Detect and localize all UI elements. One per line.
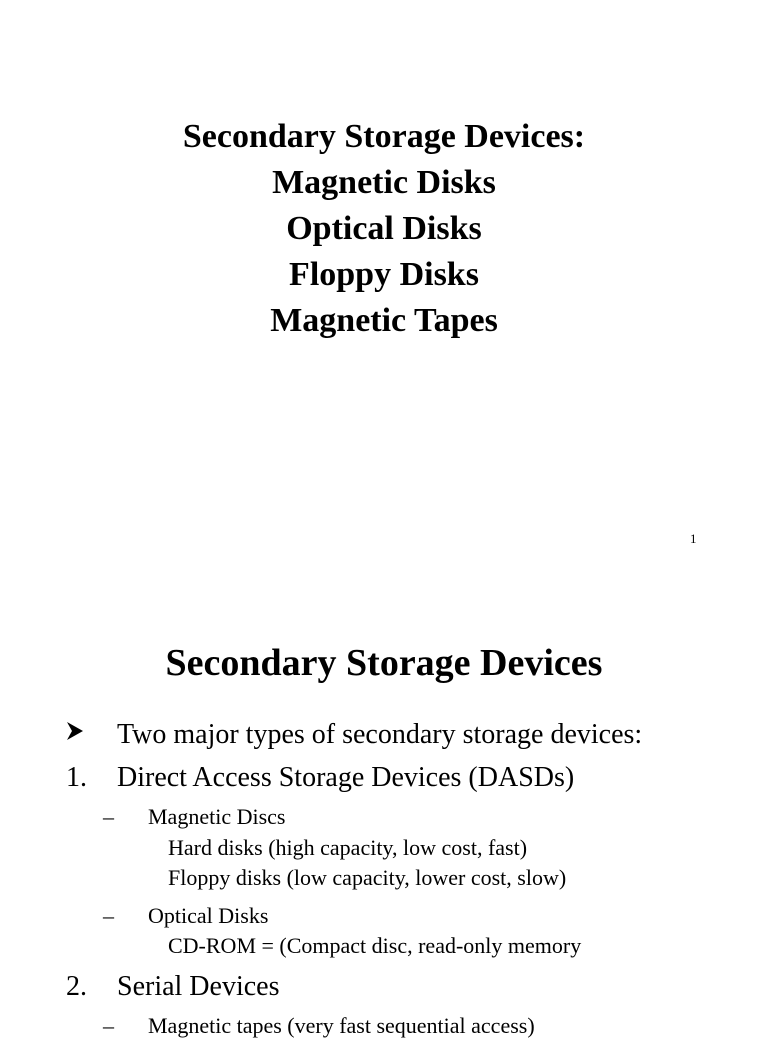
sub-list-item-text: Magnetic Discs: [148, 804, 286, 829]
sub-list-item-text: Magnetic tapes (very fast sequential access): [148, 1013, 535, 1038]
list-number: 1.: [66, 762, 87, 793]
slide-2: [0, 576, 768, 1038]
page-number: 1: [690, 531, 697, 546]
dash-marker: –: [103, 804, 114, 829]
detail-line: Hard disks (high capacity, low cost, fast): [168, 835, 528, 860]
list-number: 2.: [66, 971, 87, 1002]
arrow-bullet-icon: [66, 721, 84, 741]
slide-1-title-line: Secondary Storage Devices:: [182, 118, 586, 155]
dash-marker: –: [103, 903, 114, 928]
slide-1-title-line: Optical Disks: [286, 210, 482, 247]
intro-text: Two major types of secondary storage devices:: [117, 719, 643, 750]
slide-1-title-line: Magnetic Tapes: [270, 302, 498, 339]
slide-1-title-line: Magnetic Disks: [272, 164, 496, 201]
slide-2-title: Secondary Storage Devices: [165, 642, 603, 684]
list-item-text: Serial Devices: [117, 971, 280, 1002]
slide-1-title-line: Floppy Disks: [289, 256, 479, 293]
dash-marker: –: [103, 1013, 114, 1038]
list-item-text: Direct Access Storage Devices (DASDs): [117, 762, 575, 793]
sub-list-item-text: Optical Disks: [148, 903, 269, 928]
detail-line: Floppy disks (low capacity, lower cost, slow): [168, 865, 567, 890]
slide-1-title: [0, 114, 768, 344]
detail-line: CD-ROM = (Compact disc, read-only memory: [168, 933, 582, 958]
